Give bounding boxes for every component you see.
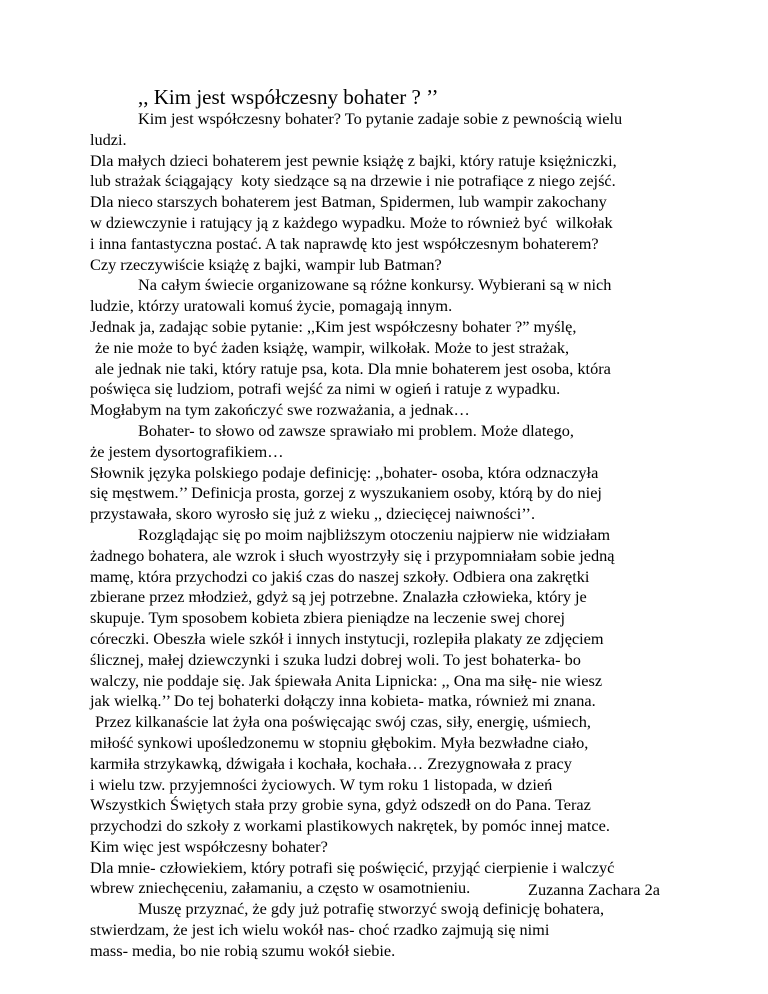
essay-body bbox=[90, 109, 690, 962]
text-line: poświęca się ludziom, potrafi wejść za nimi w ogień i ratuje z wypadku. bbox=[90, 379, 561, 399]
text-line: walczy, nie poddaje się. Jak śpiewała Anita Lipnicka: ,, Ona ma siłę- nie wiesz bbox=[90, 670, 603, 690]
text-line: w dziewczynie i ratujący ją z każdego wypadku. Może to również być wilkołak bbox=[90, 212, 613, 232]
text-line: Dla małych dzieci bohaterem jest pewnie książę z bajki, który ratuje księżniczki, bbox=[90, 150, 617, 170]
text-line: że nie może to być żaden książę, wampir, wilkołak. Może to jest strażak, bbox=[95, 337, 570, 357]
text-line: skupuje. Tym sposobem kobieta zbiera pieniądze na leczenie swej chorej bbox=[90, 608, 566, 628]
text-line: Jednak ja, zadając sobie pytanie: ,,Kim jest współczesny bohater ?” myślę, bbox=[90, 316, 577, 336]
text-line: się męstwem.’’ Definicja prosta, gorzej z wyszukaniem osoby, którą by do niej bbox=[90, 483, 602, 503]
text-line: Muszę przyznać, że gdy już potrafię stworzyć swoją definicję bohatera, bbox=[138, 899, 605, 919]
page-title: ,, Kim jest współczesny bohater ? ’’ bbox=[138, 85, 439, 109]
text-line: żadnego bohatera, ale wzrok i słuch wyostrzyły się i przypomniałam sobie jedną bbox=[90, 545, 615, 565]
text-line: że jestem dysortografikiem… bbox=[90, 441, 284, 461]
text-line: jak wielką.’’ Do tej bohaterki dołączy inna kobieta- matka, również mi znana. bbox=[90, 691, 596, 711]
text-line: Bohater- to słowo od zawsze sprawiało mi problem. Może dlatego, bbox=[138, 420, 574, 440]
text-line: córeczki. Obeszła wiele szkół i innych instytucji, rozlepiła plakaty ze zdjęciem bbox=[90, 628, 604, 648]
text-line: mass- media, bo nie robią szumu wokół siebie. bbox=[90, 940, 396, 960]
text-line: ślicznej, małej dziewczynki i szuka ludzi dobrej woli. To jest bohaterka- bo bbox=[90, 649, 581, 669]
text-line: stwierdzam, że jest ich wielu wokół nas- choć rzadko zajmują się nimi bbox=[90, 920, 550, 940]
text-line: Słownik języka polskiego podaje definicję: ,,bohater- osoba, która odznaczyła bbox=[90, 462, 599, 482]
text-line: zbierane przez młodzież, gdyż są jej potrzebne. Znalazła człowieka, który je bbox=[90, 587, 587, 607]
text-line: lub strażak ściągający koty siedzące są na drzewie i nie potrafiące z niego zejść. bbox=[90, 171, 616, 191]
text-line: wbrew zniechęceniu, załamaniu, a często w osamotnieniu. bbox=[90, 878, 471, 898]
author-signature: Zuzanna Zachara 2a bbox=[528, 880, 660, 899]
text-line: przystawała, skoro wyrosło się już z wieku ,, dziecięcej naiwności’’. bbox=[90, 504, 536, 524]
text-line: Czy rzeczywiście książę z bajki, wampir lub Batman? bbox=[90, 254, 442, 274]
text-line: miłość synkowi upośledzonemu w stopniu głębokim. Myła bezwładne ciało, bbox=[90, 732, 589, 752]
text-line: karmiła strzykawką, dźwigała i kochała, kochała… Zrezygnowała z pracy bbox=[90, 753, 572, 773]
text-line: przychodzi do szkoły z workami plastikowych nakrętek, by pomóc innej matce. bbox=[90, 816, 610, 836]
text-line: ludzie, którzy uratowali komuś życie, pomagają innym. bbox=[90, 296, 453, 316]
text-line: mamę, która przychodzi co jakiś czas do naszej szkoły. Odbiera ona zakrętki bbox=[90, 566, 590, 586]
text-line: ludzi. bbox=[90, 129, 127, 149]
text-line: Przez kilkanaście lat żyła ona poświęcając swój czas, siły, energię, uśmiech, bbox=[95, 712, 591, 732]
text-line: Mogłabym na tym zakończyć swe rozważania, a jednak… bbox=[90, 400, 470, 420]
text-line: i wielu tzw. przyjemności życiowych. W tym roku 1 listopada, w dzień bbox=[90, 774, 553, 794]
text-line: Rozglądając się po moim najbliższym otoczeniu najpierw nie widziałam bbox=[138, 524, 611, 544]
text-line: Dla nieco starszych bohaterem jest Batman, Spidermen, lub wampir zakochany bbox=[90, 192, 607, 212]
text-line: Wszystkich Świętych stała przy grobie syna, gdyż odszedł on do Pana. Teraz bbox=[90, 795, 591, 815]
text-line: Dla mnie- człowiekiem, który potrafi się poświęcić, przyjąć cierpienie i walczyć bbox=[90, 857, 615, 877]
text-line: i inna fantastyczna postać. A tak naprawdę kto jest współczesnym bohaterem? bbox=[90, 233, 599, 253]
text-line: Kim jest współczesny bohater? To pytanie zadaje sobie z pewnością wielu bbox=[138, 109, 623, 128]
text-line: Na całym świecie organizowane są różne konkursy. Wybierani są w nich bbox=[138, 275, 612, 295]
text-line: ale jednak nie taki, który ratuje psa, kota. Dla mnie bohaterem jest osoba, która bbox=[95, 358, 611, 378]
text-line: Kim więc jest współczesny bohater? bbox=[90, 836, 328, 856]
